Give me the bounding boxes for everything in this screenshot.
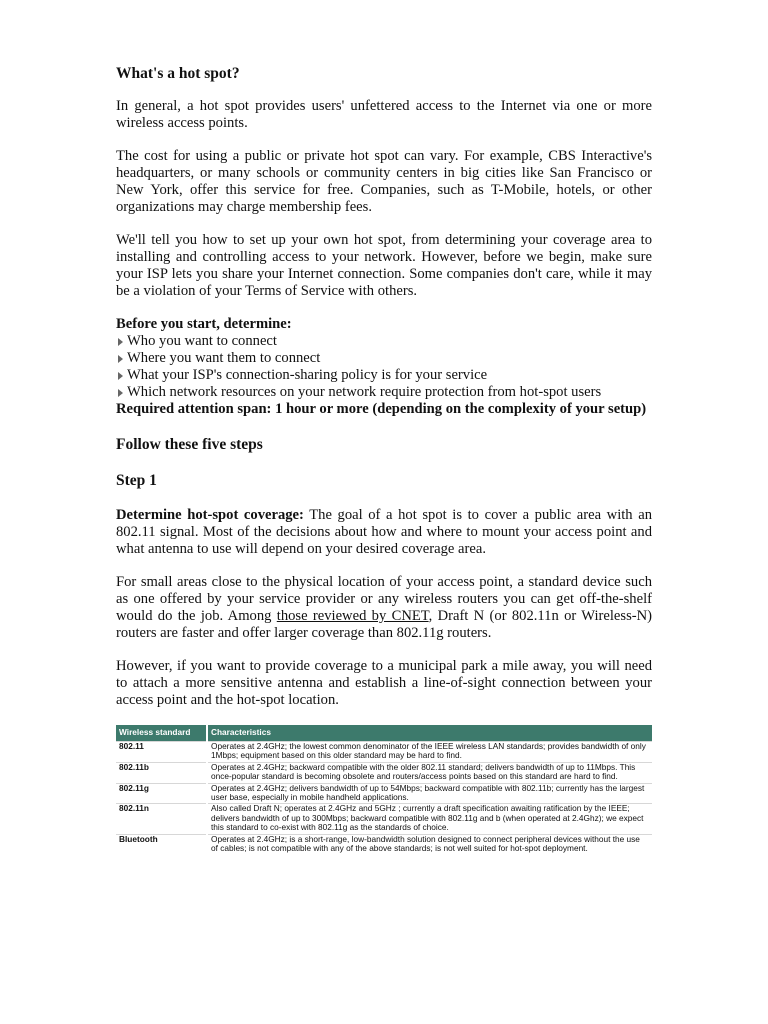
- standard-cell: 802.11b: [116, 762, 207, 783]
- table-row: [116, 783, 652, 804]
- small-areas-paragraph: For small areas close to the physical location of your access point, a standard device such as one offered by your service provider or any wireless routers you can get off-the-shelf would do the job. Among those reviewed by CNET, Draft N (or 802.11n or Wireless-N) routers are faster and offer larger coverage than 802.11g routers.: [116, 574, 653, 641]
- column-header-characteristics: Characteristics: [207, 725, 652, 742]
- table-row: [116, 834, 652, 854]
- characteristics-cell: Operates at 2.4GHz; the lowest common denominator of the IEEE wireless LAN standards; provides bandwidth of only 1Mbps; equipment based on this older standard may be hard to find.: [207, 742, 652, 763]
- bullet-arrow-icon: [118, 389, 123, 397]
- list-item: Who you want to connect: [116, 333, 652, 350]
- bullet-arrow-icon: [118, 338, 123, 346]
- table-row: [116, 742, 652, 763]
- setup-paragraph: We'll tell you how to set up your own hot spot, from determining your coverage area to installing and controlling access to your network. However, before we begin, make sure your ISP lets you share your Internet connection. Some companies don't care, while it may be a violation of your Terms of Service with others.: [116, 232, 652, 299]
- five-steps-heading: Follow these five steps: [116, 436, 263, 453]
- bullet-arrow-icon: [118, 372, 123, 380]
- list-item: Where you want them to connect: [116, 350, 652, 367]
- step-1-heading: Step 1: [116, 472, 157, 489]
- standard-cell: 802.11n: [116, 804, 207, 834]
- page-title: What's a hot spot?: [116, 65, 240, 82]
- column-header-standard: Wireless standard: [116, 725, 207, 742]
- cost-paragraph: The cost for using a public or private hot spot can vary. For example, CBS Interactive's headquarters, or many schools or community centers in big cities like San Francisco or New York, offer this service for free. Companies, such as T-Mobile, hotels, or other organizations may charge membership fees.: [116, 148, 652, 215]
- table-row: [116, 804, 652, 834]
- characteristics-cell: Operates at 2.4GHz; is a short-range, low-bandwidth solution designed to connect peripheral devices without the use of cables; is not compatible with any of the above standards; is not well suited for hot-spot deployment.: [207, 834, 652, 854]
- coverage-paragraph: Determine hot-spot coverage: The goal of a hot spot is to cover a public area with an 802.11 signal. Most of the decisions about how and where to mount your access point and what antenna to use will depend on your desired coverage area.: [116, 507, 652, 557]
- standard-cell: 802.11: [116, 742, 207, 763]
- prerequisite-list: [116, 333, 652, 401]
- document-page: [116, 64, 652, 854]
- standard-cell: 802.11g: [116, 783, 207, 804]
- characteristics-cell: Also called Draft N; operates at 2.4GHz and 5GHz ; currently a draft specification awaiting ratification by the IEEE; delivers bandwidth of up to 300Mbps; backward compatible with 802.11g and b (when operated at 2.4Ghz); we expect this standard to co-exist with 802.11g as the standards of choice.: [207, 804, 652, 834]
- park-paragraph: However, if you want to provide coverage to a municipal park a mile away, you will need to attach a more sensitive antenna and establish a line-of-sight connection between your access point and the hot-spot location.: [116, 658, 652, 708]
- list-item: Which network resources on your network require protection from hot-spot users: [116, 384, 652, 401]
- cnet-reviews-link[interactable]: those reviewed by CNET: [276, 608, 429, 624]
- intro-paragraph: In general, a hot spot provides users' unfettered access to the Internet via one or more wireless access points.: [116, 98, 652, 131]
- attention-span: Required attention span: 1 hour or more (depending on the complexity of your setup): [116, 401, 647, 417]
- bullet-arrow-icon: [118, 355, 123, 363]
- characteristics-cell: Operates at 2.4GHz; delivers bandwidth of up to 54Mbps; backward compatible with 802.11b; currently has the largest user base, especially in mobile handheld applications.: [207, 783, 652, 804]
- table-header-row: [116, 725, 652, 742]
- wireless-standards-table: [116, 725, 652, 854]
- table-row: [116, 762, 652, 783]
- list-item: What your ISP's connection-sharing policy is for your service: [116, 367, 652, 384]
- standard-cell: Bluetooth: [116, 834, 207, 854]
- characteristics-cell: Operates at 2.4GHz; backward compatible with the older 802.11 standard; delivers bandwidth of up to 11Mbps. This once-popular standard is becoming obsolete and routers/access points based on this standard are hard to find.: [207, 762, 652, 783]
- before-heading: Before you start, determine:: [116, 316, 292, 332]
